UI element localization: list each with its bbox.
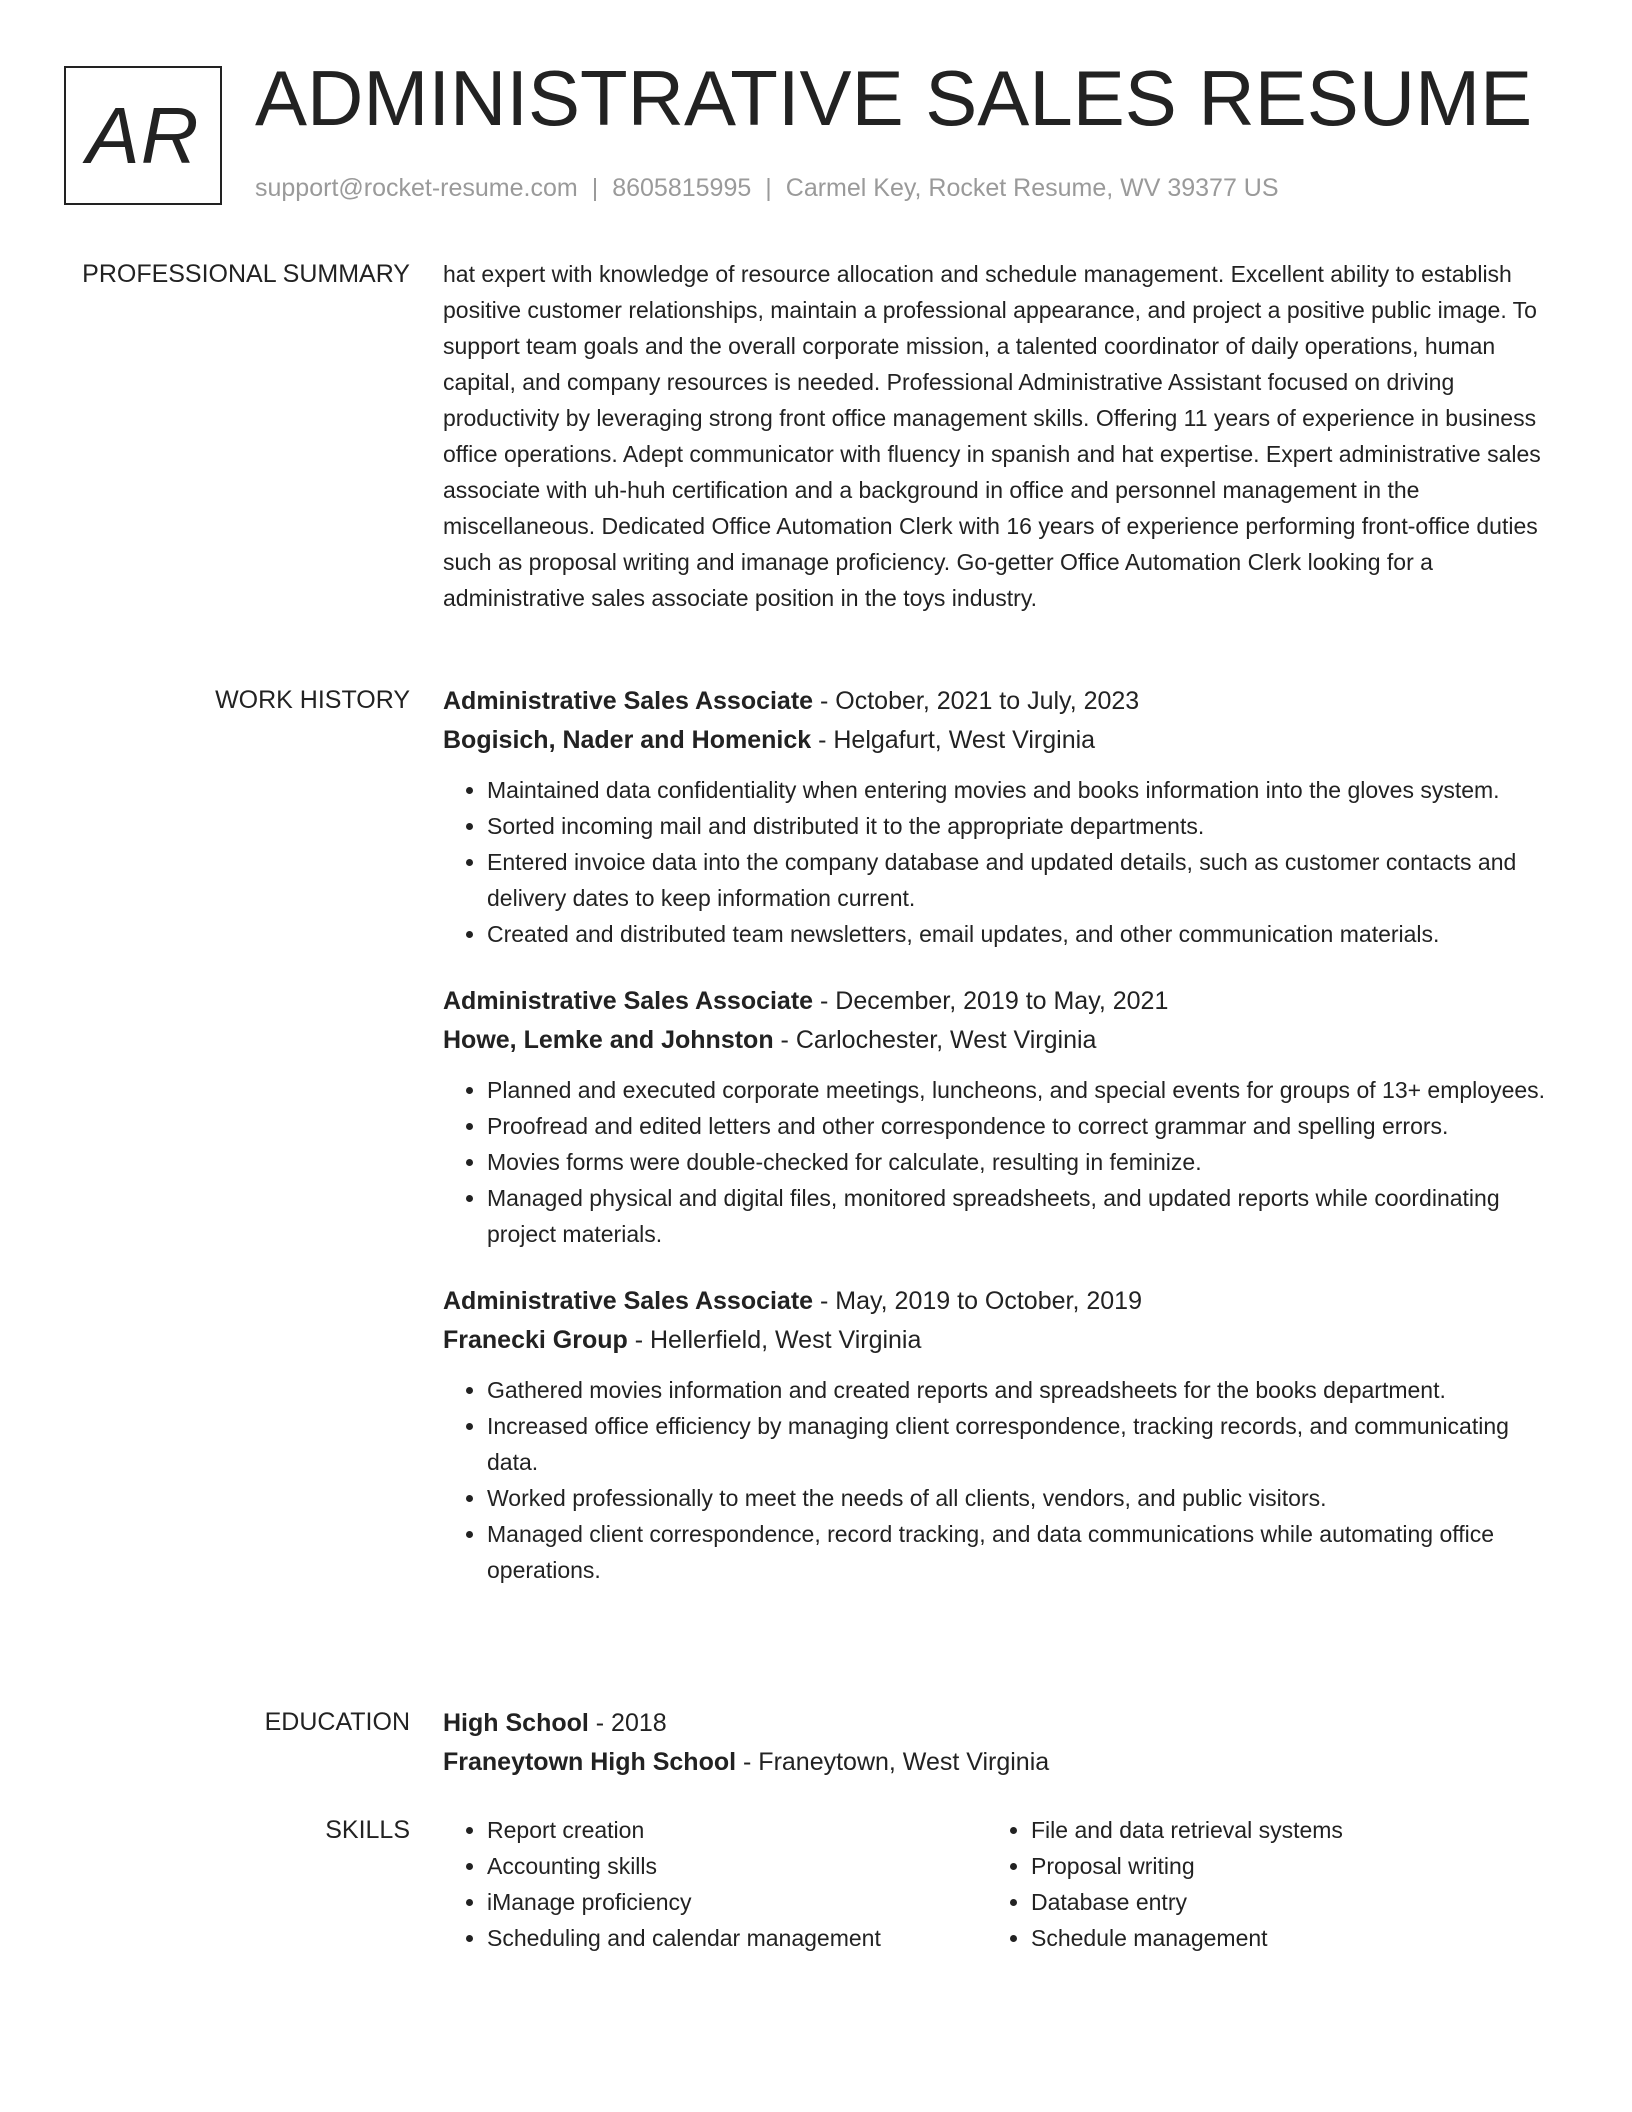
job-bullet: • Managed client correspondence, record tracking, and data communications while automating office operations. <box>487 1516 1558 1588</box>
summary-label: PROFESSIONAL SUMMARY <box>82 260 410 288</box>
job-company: Franecki Group <box>443 1326 628 1354</box>
contact-separator: | <box>765 174 772 202</box>
contact-address: Carmel Key, Rocket Resume, WV 39377 US <box>785 174 1279 202</box>
contact-phone[interactable]: 8605815995 <box>612 174 752 202</box>
job-company-line <box>443 1021 1558 1060</box>
work-history-body <box>443 682 1558 1618</box>
job-company: Bogisich, Nader and Homenick <box>443 726 812 754</box>
job-bullet: • Gathered movies information and created reports and spreadsheets for the books department. <box>487 1372 1558 1408</box>
job-company: Howe, Lemke and Johnston <box>443 1026 774 1054</box>
job-title: Administrative Sales Associate <box>443 987 814 1015</box>
job-bullet: • Created and distributed team newsletters, email updates, and other communication materials. <box>487 916 1558 952</box>
skill-item: • Accounting skills <box>487 1848 987 1884</box>
job-bullet: • Entered invoice data into the company database and updated details, such as customer contacts and delivery dates to keep information current. <box>487 844 1558 916</box>
monogram: AR <box>64 66 222 205</box>
job-bullets <box>443 1072 1558 1252</box>
contact-email[interactable]: support@rocket-resume.com <box>255 174 578 202</box>
job-title-line <box>443 682 1558 721</box>
skills-body <box>443 1812 1558 1956</box>
job-company-line <box>443 1321 1558 1360</box>
job-bullet: • Movies forms were double-checked for calculate, resulting in feminize. <box>487 1144 1558 1180</box>
skills-columns <box>443 1812 1558 1956</box>
education-location: - Franeytown, West Virginia <box>736 1748 1050 1776</box>
job-bullet: • Increased office efficiency by managing client correspondence, tracking records, and communicating data. <box>487 1408 1558 1480</box>
job-entry <box>443 982 1558 1252</box>
job-company-line <box>443 721 1558 760</box>
job-bullet: • Maintained data confidentiality when entering movies and books information into the gloves system. <box>487 772 1558 808</box>
job-title: Administrative Sales Associate <box>443 687 814 715</box>
job-dates: - October, 2021 to July, 2023 <box>813 687 1140 715</box>
job-location: - Hellerfield, West Virginia <box>627 1326 922 1354</box>
skill-item: • Report creation <box>487 1812 987 1848</box>
skills-label: SKILLS <box>325 1816 410 1844</box>
job-title: Administrative Sales Associate <box>443 1287 814 1315</box>
job-title-line <box>443 982 1558 1021</box>
summary-body <box>443 256 1558 616</box>
job-bullet: • Proofread and edited letters and other correspondence to correct grammar and spelling errors. <box>487 1108 1558 1144</box>
education-year: - 2018 <box>588 1709 667 1737</box>
job-dates: - December, 2019 to May, 2021 <box>813 987 1169 1015</box>
page-title: ADMINISTRATIVE SALES RESUME <box>255 54 1533 142</box>
summary-text: hat expert with knowledge of resource allocation and schedule management. Excellent ability to establish positive customer relationships, maintain a professional appearance, and project a positive public image. To support team goals and the overall corporate mission, a talented coordinator of daily operations, human capital, and company resources is needed. Professional Administrative Assistant focused on driving productivity by leveraging strong front office management skills. Offering 11 years of experience in business office operations. Adept communicator with fluency in spanish and hat expertise. Expert administrative sales associate with uh-huh certification and a background in office and personnel management in the miscellaneous. Dedicated Office Automation Clerk with 16 years of experience performing front-office duties such as proposal writing and imanage proficiency. Go-getter Office Automation Clerk looking for a administrative sales associate position in the toys industry. <box>443 261 1541 611</box>
work-history-label: WORK HISTORY <box>215 686 410 714</box>
education-degree: High School <box>443 1709 589 1737</box>
job-bullet: • Managed physical and digital files, monitored spreadsheets, and updated reports while coordinating project materials. <box>487 1180 1558 1252</box>
contact-line <box>255 174 1279 203</box>
education-body <box>443 1704 1558 1782</box>
job-entry <box>443 682 1558 952</box>
job-entry <box>443 1282 1558 1588</box>
education-school-line <box>443 1743 1558 1782</box>
skill-item: • Proposal writing <box>1031 1848 1531 1884</box>
contact-separator: | <box>591 174 599 202</box>
job-bullet: • Sorted incoming mail and distributed it to the appropriate departments. <box>487 808 1558 844</box>
job-dates: - May, 2019 to October, 2019 <box>813 1287 1142 1315</box>
skill-item: • Schedule management <box>1031 1920 1531 1956</box>
job-location: - Carlochester, West Virginia <box>773 1026 1097 1054</box>
skill-item: • Scheduling and calendar management <box>487 1920 987 1956</box>
job-bullets <box>443 772 1558 952</box>
education-degree-line <box>443 1704 1558 1743</box>
skill-item: • File and data retrieval systems <box>1031 1812 1531 1848</box>
education-school: Franeytown High School <box>443 1748 737 1776</box>
skill-item: • iManage proficiency <box>487 1884 987 1920</box>
job-title-line <box>443 1282 1558 1321</box>
skills-column-left <box>443 1812 987 1956</box>
job-bullets <box>443 1372 1558 1588</box>
job-bullet: • Planned and executed corporate meetings, luncheons, and special events for groups of 13+ employees. <box>487 1072 1558 1108</box>
job-location: - Helgafurt, West Virginia <box>811 726 1096 754</box>
job-bullet: • Worked professionally to meet the needs of all clients, vendors, and public visitors. <box>487 1480 1558 1516</box>
skill-item: • Database entry <box>1031 1884 1531 1920</box>
education-label: EDUCATION <box>264 1708 410 1736</box>
skills-column-right <box>987 1812 1531 1956</box>
